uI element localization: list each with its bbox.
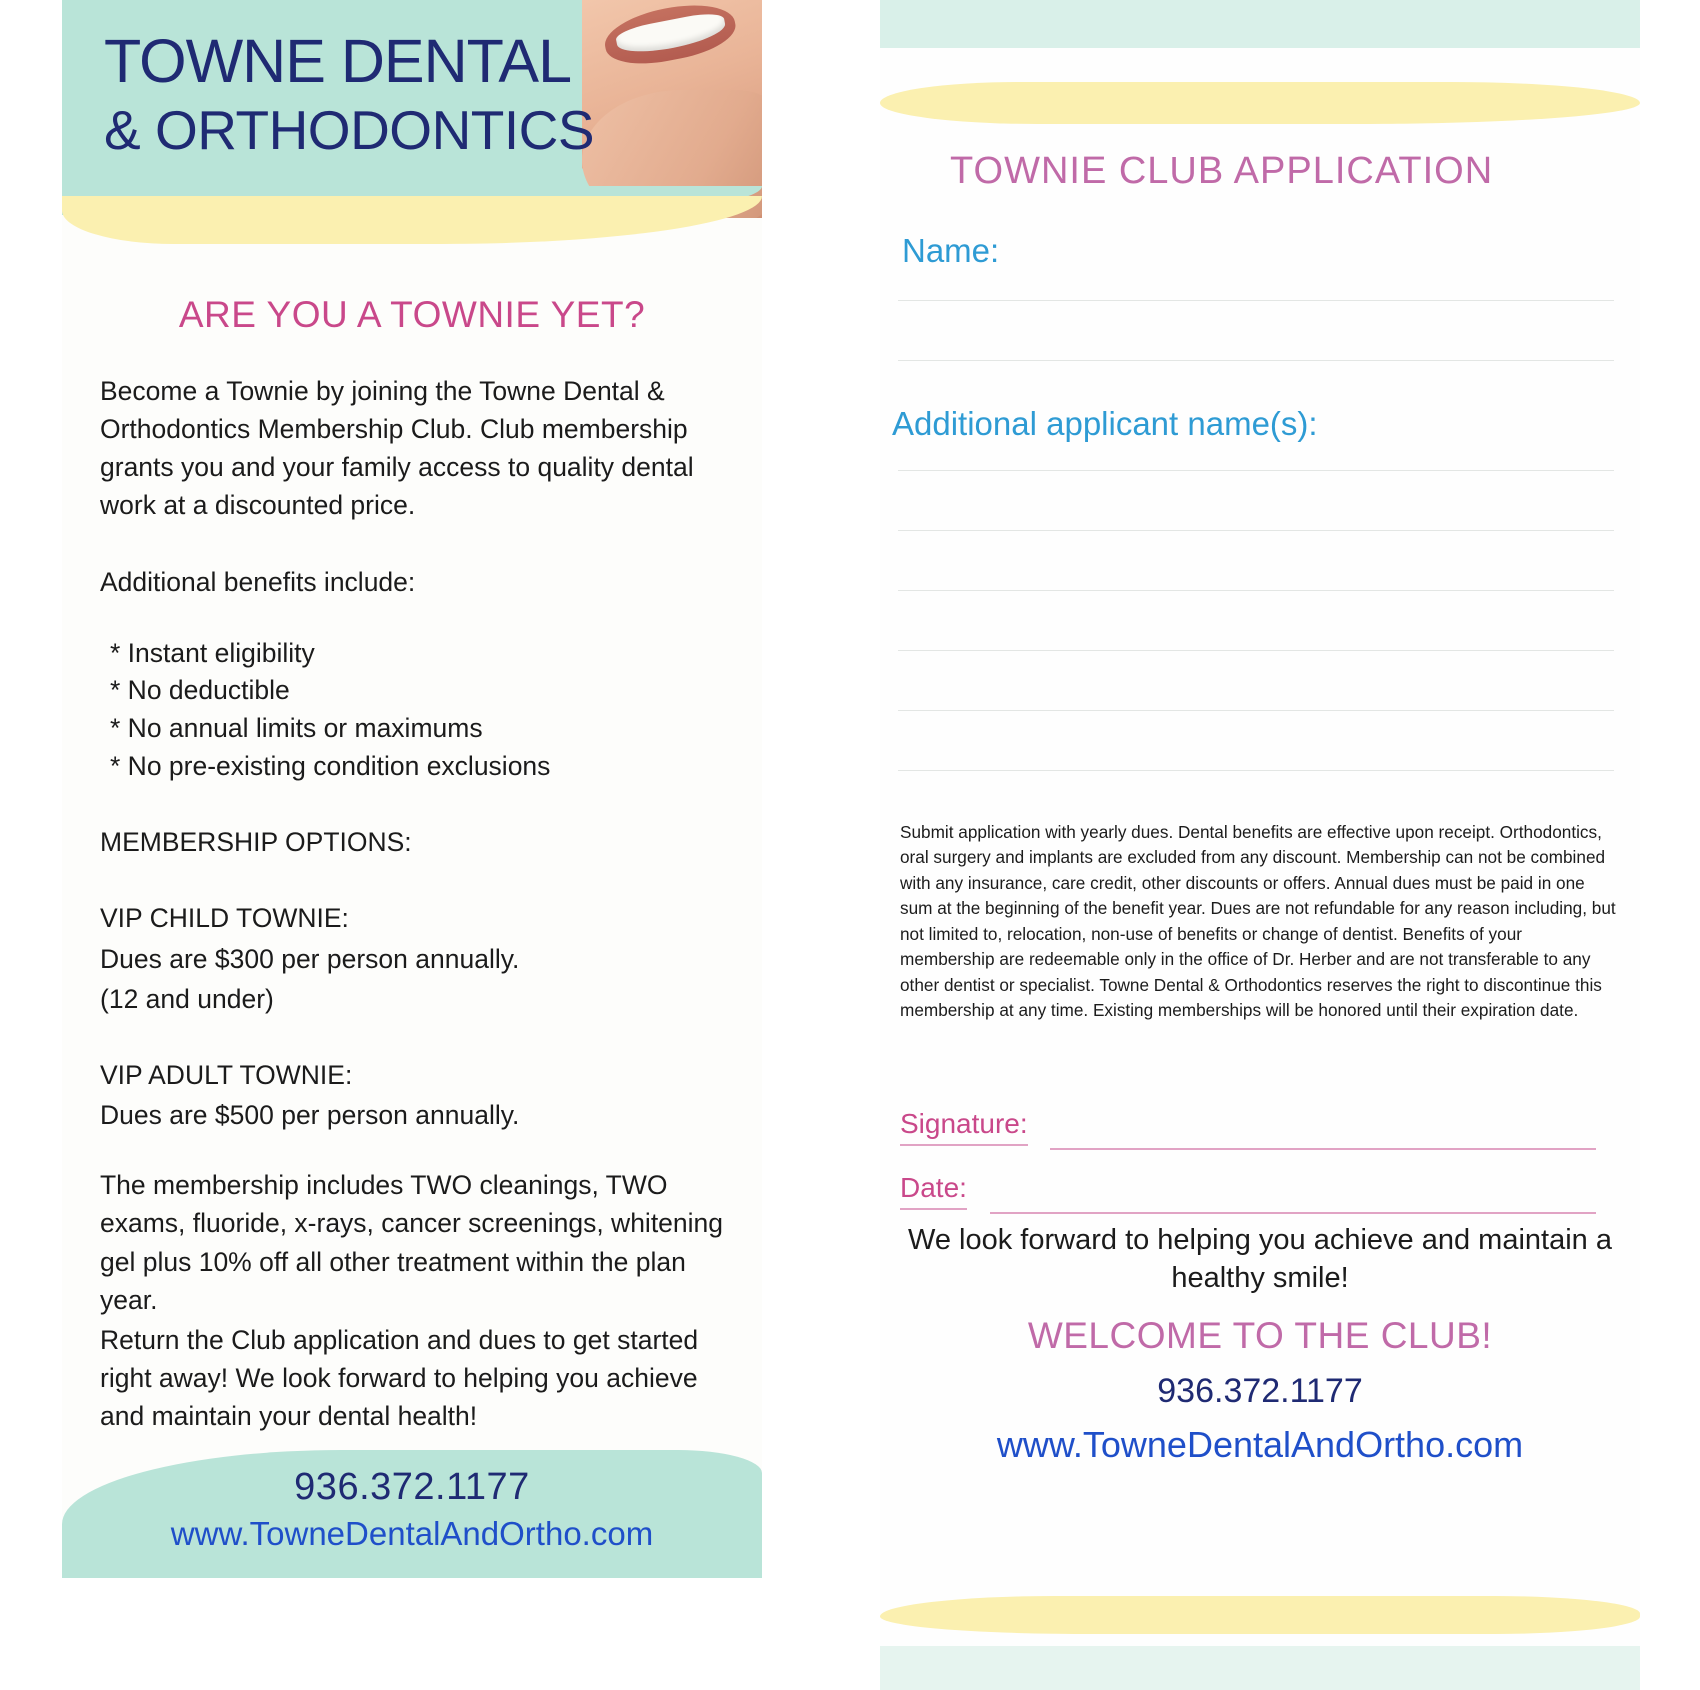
right-phone-number[interactable]: 936.372.1177 bbox=[1157, 1372, 1363, 1410]
right-yellow-top-wave bbox=[880, 82, 1640, 124]
additional-write-line[interactable] bbox=[898, 470, 1614, 471]
left-phone-number[interactable]: 936.372.1177 bbox=[294, 1466, 530, 1508]
left-brochure-panel bbox=[62, 0, 762, 1578]
additional-write-line[interactable] bbox=[898, 530, 1614, 531]
list-item: * Instant eligibility bbox=[110, 637, 315, 668]
signature-label: Signature: bbox=[900, 1108, 1028, 1146]
signature-line[interactable] bbox=[1050, 1148, 1596, 1150]
benefits-list bbox=[100, 635, 740, 786]
adult-plan-title: VIP ADULT TOWNIE: bbox=[100, 1059, 353, 1090]
left-headline: ARE YOU A TOWNIE YET? bbox=[178, 294, 646, 335]
list-item: * No pre-existing condition exclusions bbox=[110, 750, 551, 781]
terms-fine-print: Submit application with yearly dues. Dental benefits are effective upon receipt. Orthodontics, oral surgery and implants are excluded from any discount. Membership can not be combined with any insurance, care credit, other discounts or offers. Annual dues must be paid in one sum at the beginning of the benefit year. Dues are not refundable for any reason including, but not limited to, relocation, non-use of benefits or change of dentist. Benefits of your membership are redeemable only in the office of Dr. Herber and are not transferable to any other dentist or specialist. Towne Dental & Orthodontics reserves the right to discontinue this membership at any time. Existing memberships will be honored until their expiration date. bbox=[900, 822, 1616, 1021]
membership-options-heading: MEMBERSHIP OPTIONS: bbox=[100, 827, 412, 858]
right-yellow-bottom-wave bbox=[880, 1596, 1640, 1634]
signature-field[interactable] bbox=[900, 1108, 1616, 1154]
list-item: * No annual limits or maximums bbox=[110, 713, 483, 744]
welcome-message: WELCOME TO THE CLUB! bbox=[1027, 1315, 1493, 1356]
additional-write-line[interactable] bbox=[898, 770, 1614, 771]
name-write-line[interactable] bbox=[898, 300, 1614, 301]
left-body-content bbox=[62, 262, 762, 1452]
intro-paragraph: Become a Townie by joining the Towne Dental & Orthodontics Membership Club. Club membership grants you and your family access to quality dental work at a discounted price. bbox=[100, 376, 694, 521]
closing-message: We look forward to helping you achieve and maintain a healthy smile! bbox=[908, 1224, 1612, 1294]
additional-write-line[interactable] bbox=[898, 650, 1614, 651]
list-item: * No deductible bbox=[110, 675, 290, 706]
additional-applicants-label: Additional applicant name(s): bbox=[892, 405, 1318, 442]
date-field[interactable] bbox=[900, 1172, 1616, 1218]
date-label: Date: bbox=[900, 1172, 967, 1210]
benefits-heading: Additional benefits include: bbox=[100, 566, 416, 597]
date-line[interactable] bbox=[990, 1212, 1596, 1214]
return-application-paragraph: Return the Club application and dues to get started right away! We look forward to helping you achieve and maintain your dental health! bbox=[100, 1324, 699, 1432]
header-yellow-wave bbox=[62, 196, 762, 244]
application-title: TOWNIE CLUB APPLICATION bbox=[950, 150, 1494, 192]
application-panel bbox=[880, 0, 1640, 1690]
adult-plan-dues: Dues are $500 per person annually. bbox=[100, 1100, 520, 1131]
child-plan-age: (12 and under) bbox=[100, 983, 274, 1014]
name-write-line[interactable] bbox=[898, 360, 1614, 361]
child-plan-dues: Dues are $300 per person annually. bbox=[100, 943, 520, 974]
right-mint-bottom-band bbox=[880, 1646, 1640, 1690]
name-field-label: Name: bbox=[902, 232, 1000, 269]
left-website-link[interactable]: www.TowneDentalAndOrtho.com bbox=[170, 1515, 654, 1552]
right-mint-top-band bbox=[880, 0, 1640, 48]
membership-includes-paragraph: The membership includes TWO cleanings, TWO exams, fluoride, x-rays, cancer screenings, whitening gel plus 10% off all other treatment within the plan year. bbox=[100, 1170, 724, 1315]
child-plan-title: VIP CHILD TOWNIE: bbox=[100, 903, 349, 934]
right-website-link[interactable]: www.TowneDentalAndOrtho.com bbox=[996, 1424, 1524, 1465]
additional-write-line[interactable] bbox=[898, 590, 1614, 591]
additional-write-line[interactable] bbox=[898, 710, 1614, 711]
left-footer bbox=[62, 1450, 762, 1578]
brand-name-line1: TOWNE DENTAL bbox=[104, 27, 572, 95]
brand-header bbox=[62, 0, 762, 262]
brand-name-line2: & ORTHODONTICS bbox=[104, 99, 595, 161]
panel-divider bbox=[762, 0, 880, 1690]
